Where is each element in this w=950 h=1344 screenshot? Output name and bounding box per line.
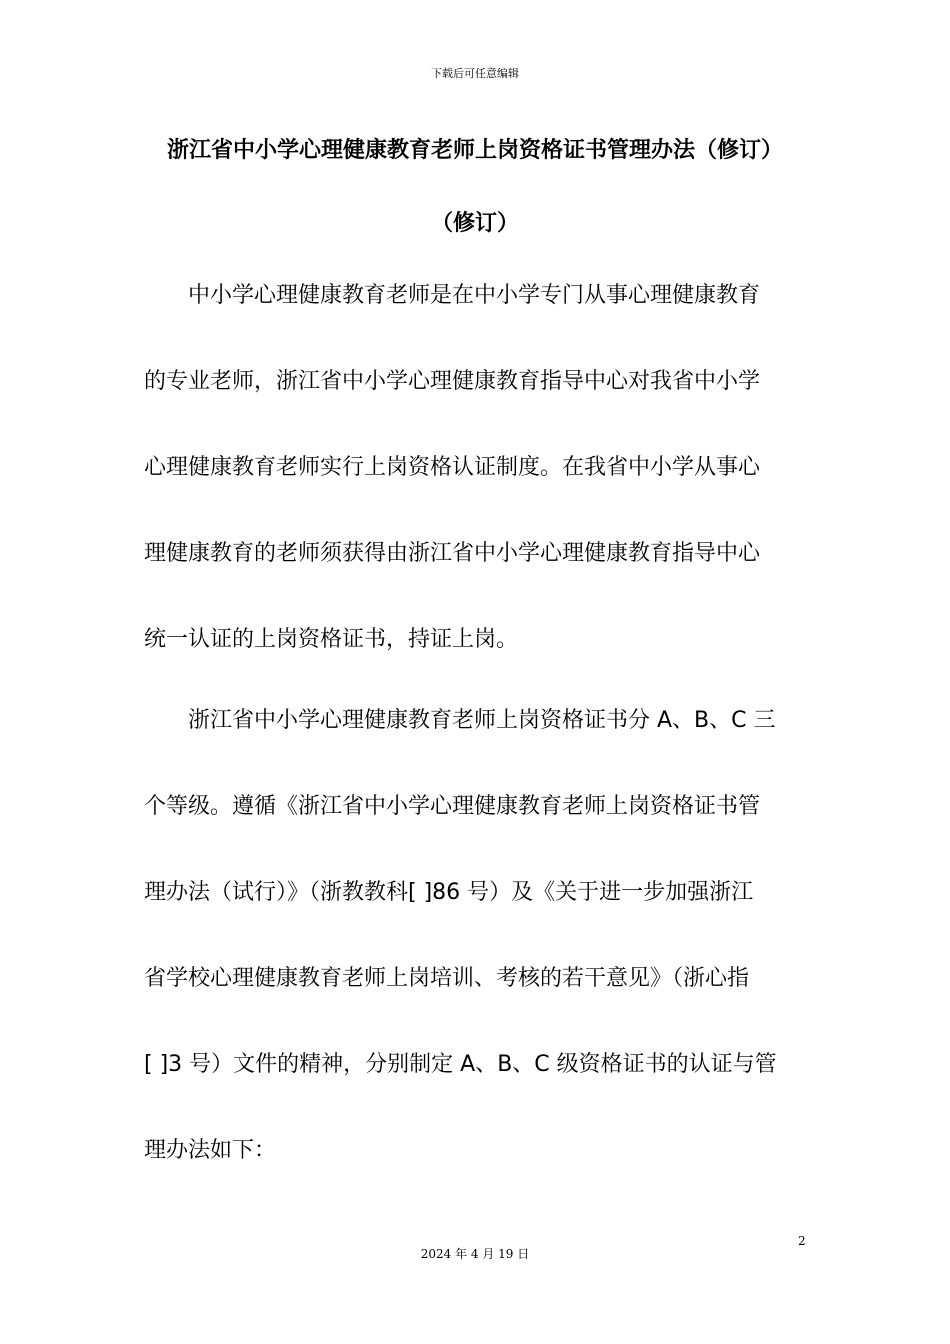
document-subtitle: （修订） <box>430 211 519 236</box>
page-header-note: 下载后可任意编辑 <box>431 67 519 80</box>
page-number: 2 <box>798 1234 806 1248</box>
paragraph-line: 心理健康教育老师实行上岗资格认证制度。在我省中小学从事心 <box>144 455 761 480</box>
paragraph-line: [ ]3 号）文件的精神，分别制定 A、B、C 级资格证书的认证与管 <box>144 1052 777 1077</box>
paragraph-line: 中小学心理健康教育老师是在中小学专门从事心理健康教育 <box>188 283 761 308</box>
paragraph-line: 理健康教育的老师须获得由浙江省中小学心理健康教育指导中心 <box>144 541 761 566</box>
paragraph-line: 的专业老师，浙江省中小学心理健康教育指导中心对我省中小学 <box>144 369 761 394</box>
paragraph-2 <box>144 678 806 1194</box>
paragraph-1 <box>144 253 806 683</box>
paragraph-line: 浙江省中小学心理健康教育老师上岗资格证书分 A、B、C 三 <box>188 708 776 733</box>
paragraph-line: 理办法（试行）》（浙教教科[ ]86 号）及《关于进一步加强浙江 <box>144 880 754 905</box>
page-date: 2024 年 4 月 19 日 <box>420 1247 530 1261</box>
paragraph-line: 省学校心理健康教育老师上岗培训、考核的若干意见》（浙心指 <box>144 966 750 991</box>
paragraph-line: 个等级。遵循《浙江省中小学心理健康教育老师上岗资格证书管 <box>144 794 761 819</box>
document-title: 浙江省中小学心理健康教育老师上岗资格证书管理办法（修订） <box>166 138 783 163</box>
paragraph-line: 理办法如下： <box>144 1138 277 1163</box>
paragraph-line: 统一认证的上岗资格证书，持证上岗。 <box>144 627 519 652</box>
